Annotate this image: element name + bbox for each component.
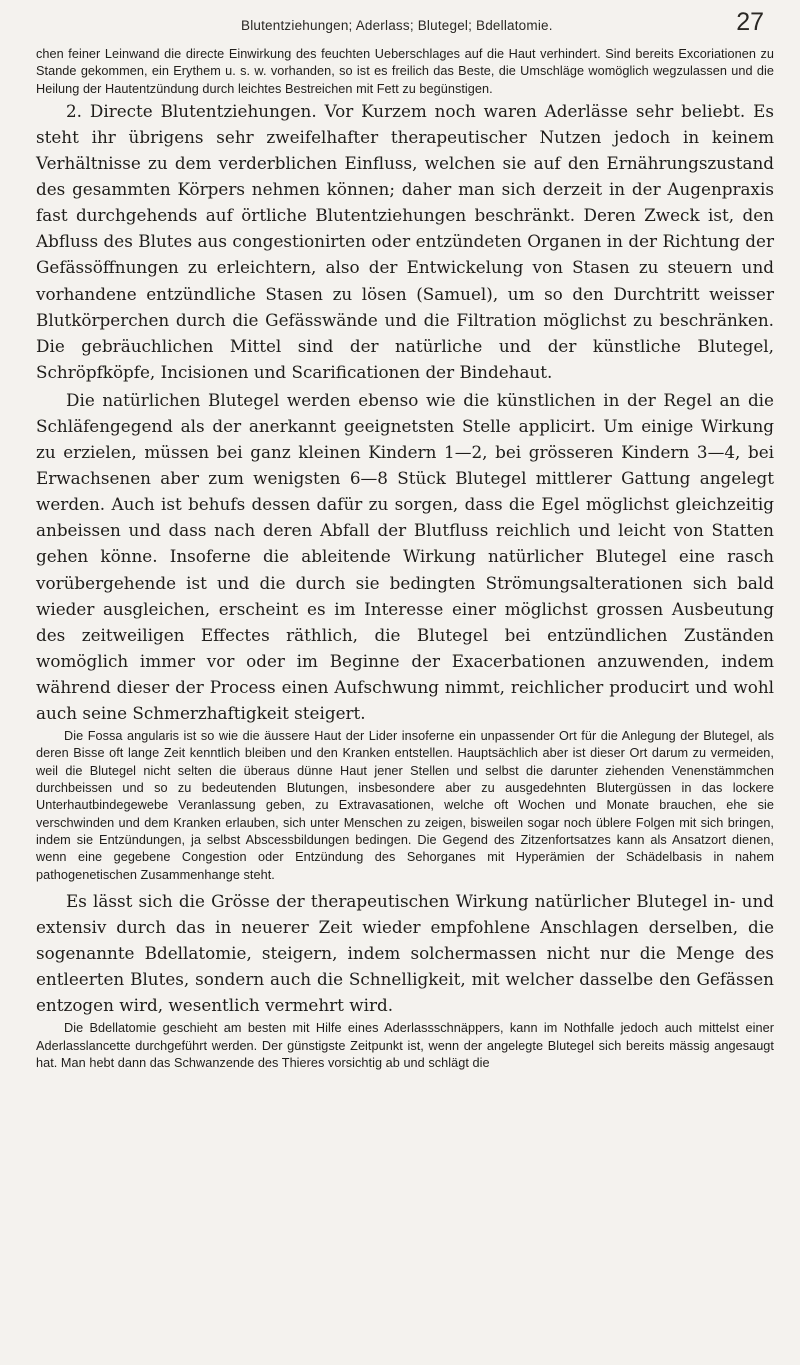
running-head: Blutentziehungen; Aderlass; Blutegel; Bdellatomie. [241,18,553,33]
paragraph-natural-leeches: Die natürlichen Blutegel werden ebenso wie die künstlichen in der Regel an die Schläfengegend als der anerkannt geeignetsten Stelle applicirt. Um einige Wirkung zu erzielen, müssen bei ganz kleinen Kindern 1—2, bei grösseren Kindern 3—4, bei Erwachsenen aber zum wenigsten 6—8 Stück Blutegel mittlerer Gattung angelegt werden. Auch ist behufs dessen dafür zu sorgen, dass die Egel möglichst gleichzeitig anbeissen und dass nach deren Abfall der Blutfluss reichlich und leicht von Statten gehen könne. Insoferne die ableitende Wirkung natürlicher Blutegel eine rasch vorübergehende ist und die durch sie bedingten Strömungsalterationen sich bald wieder ausgleichen, erscheint es im Interesse einer möglichst grossen Ausbeutung des zeitweiligen Effectes räthlich, die Blutegel bei entzündlichen Zuständen womöglich immer vor oder im Beginne der Exacerbationen anzuwenden, indem während dieser der Process einen Aufschwung nimmt, reichlicher producirt und wohl auch seine Schmerzhaftigkeit steigert. [36,389,774,724]
page-number: 27 [736,8,764,36]
page-header [36,6,774,40]
paragraph-bdellatomy: Es lässt sich die Grösse der therapeutischen Wirkung natürlicher Blutegel in- und extensiv durch das in neuerer Zeit wieder empfohlene Anschlagen derselben, die sogenannte Bdellatomie, steigern, indem solchermassen nicht nur die Menge des entleerten Blutes, sondern auch die Schnelligkeit, mit welcher dasselbe den Gefässen entzogen wird, wesentlich vermehrt wird. [36,890,774,1016]
paragraph-bdellatomy-procedure: Die Bdellatomie geschieht am besten mit Hilfe eines Aderlassschnäppers, kann im Nothfalle jedoch auch mittelst einer Aderlasslancette durchgeführt werden. Der günstigste Zeitpunkt ist, wenn der angelegte Blutegel sich bereits mässig angesaugt hat. Man hebt dann das Schwanzende des Thieres vorsichtig ab und schlägt die [36,1021,774,1070]
paragraph-direct-blood-removal: 2. Directe Blutentziehungen. Vor Kurzem noch waren Aderlässe sehr beliebt. Es steht ihr übrigens sehr zweifelhafter therapeutischer Nutzen jedoch in keinem Verhältnisse zu dem verderblichen Einfluss, welchen sie auf den Ernährungszustand des gesammten Körpers nehmen können; daher man sich derzeit in der Augenpraxis fast durchgehends auf örtliche Blutentziehungen beschränkt. Deren Zweck ist, den Abfluss des Blutes aus congestionirten oder entzündeten Organen in der Richtung der Gefässöffnungen zu erleichtern, also der Entwickelung von Stasen zu steuern und vorhandene entzündliche Stasen zu lösen (Samuel), um so den Durchtritt weisser Blutkörperchen durch die Gefässwände und die Filtration möglichst zu beschränken. Die gebräuchlichen Mittel sind der natürliche und der künstliche Blutegel, Schröpfköpfe, Incisionen und Scarificationen der Bindehaut. [36,100,774,382]
paragraph-wet-compress-continuation: chen feiner Leinwand die directe Einwirkung des feuchten Ueberschlages auf die Haut verhindert. Sind bereits Excoriationen zu Stande gekommen, ein Erythem u. s. w. vorhanden, so ist es freilich das Beste, die Umschläge womöglich wegzulassen und die Heilung der Hautentzündung durch leichtes Bestreichen mit Fett zu begünstigen. [36,47,774,96]
paragraph-fossa-angularis-note: Die Fossa angularis ist so wie die äussere Haut der Lider insoferne ein unpassender Ort für die Anlegung der Blutegel, als deren Bisse oft lange Zeit kenntlich bleiben und den Kranken entstellen. Hauptsächlich aber ist dieser Ort darum zu vermeiden, weil die Blutegel nicht selten die überaus dünne Haut jener Stellen und selbst die darunter ziehenden Venenstämmchen durchbeissen und so zu bedeutenden Blutungen, insbesondere aber zu ausgedehnten Blutergüssen in das lockere Unterhautbindegewebe Veranlassung geben, zu Extravasationen, welche oft Wochen und Monate brauchen, ehe sie verschwinden und dem Kranken erlauben, sich unter Menschen zu zeigen, bisweilen sogar noch üblere Folgen mit sich bringen, indem sie Entzündungen, ja selbst Abscessbildungen bedingen. Die Gegend des Zitzenfortsatzes kann als Ansatzort dienen, wenn eine gegebene Congestion oder Entzündung des Sehorganes mit Hyperämien der Schädelbasis in nahem pathogenetischen Zusammenhange steht. [36,729,774,882]
